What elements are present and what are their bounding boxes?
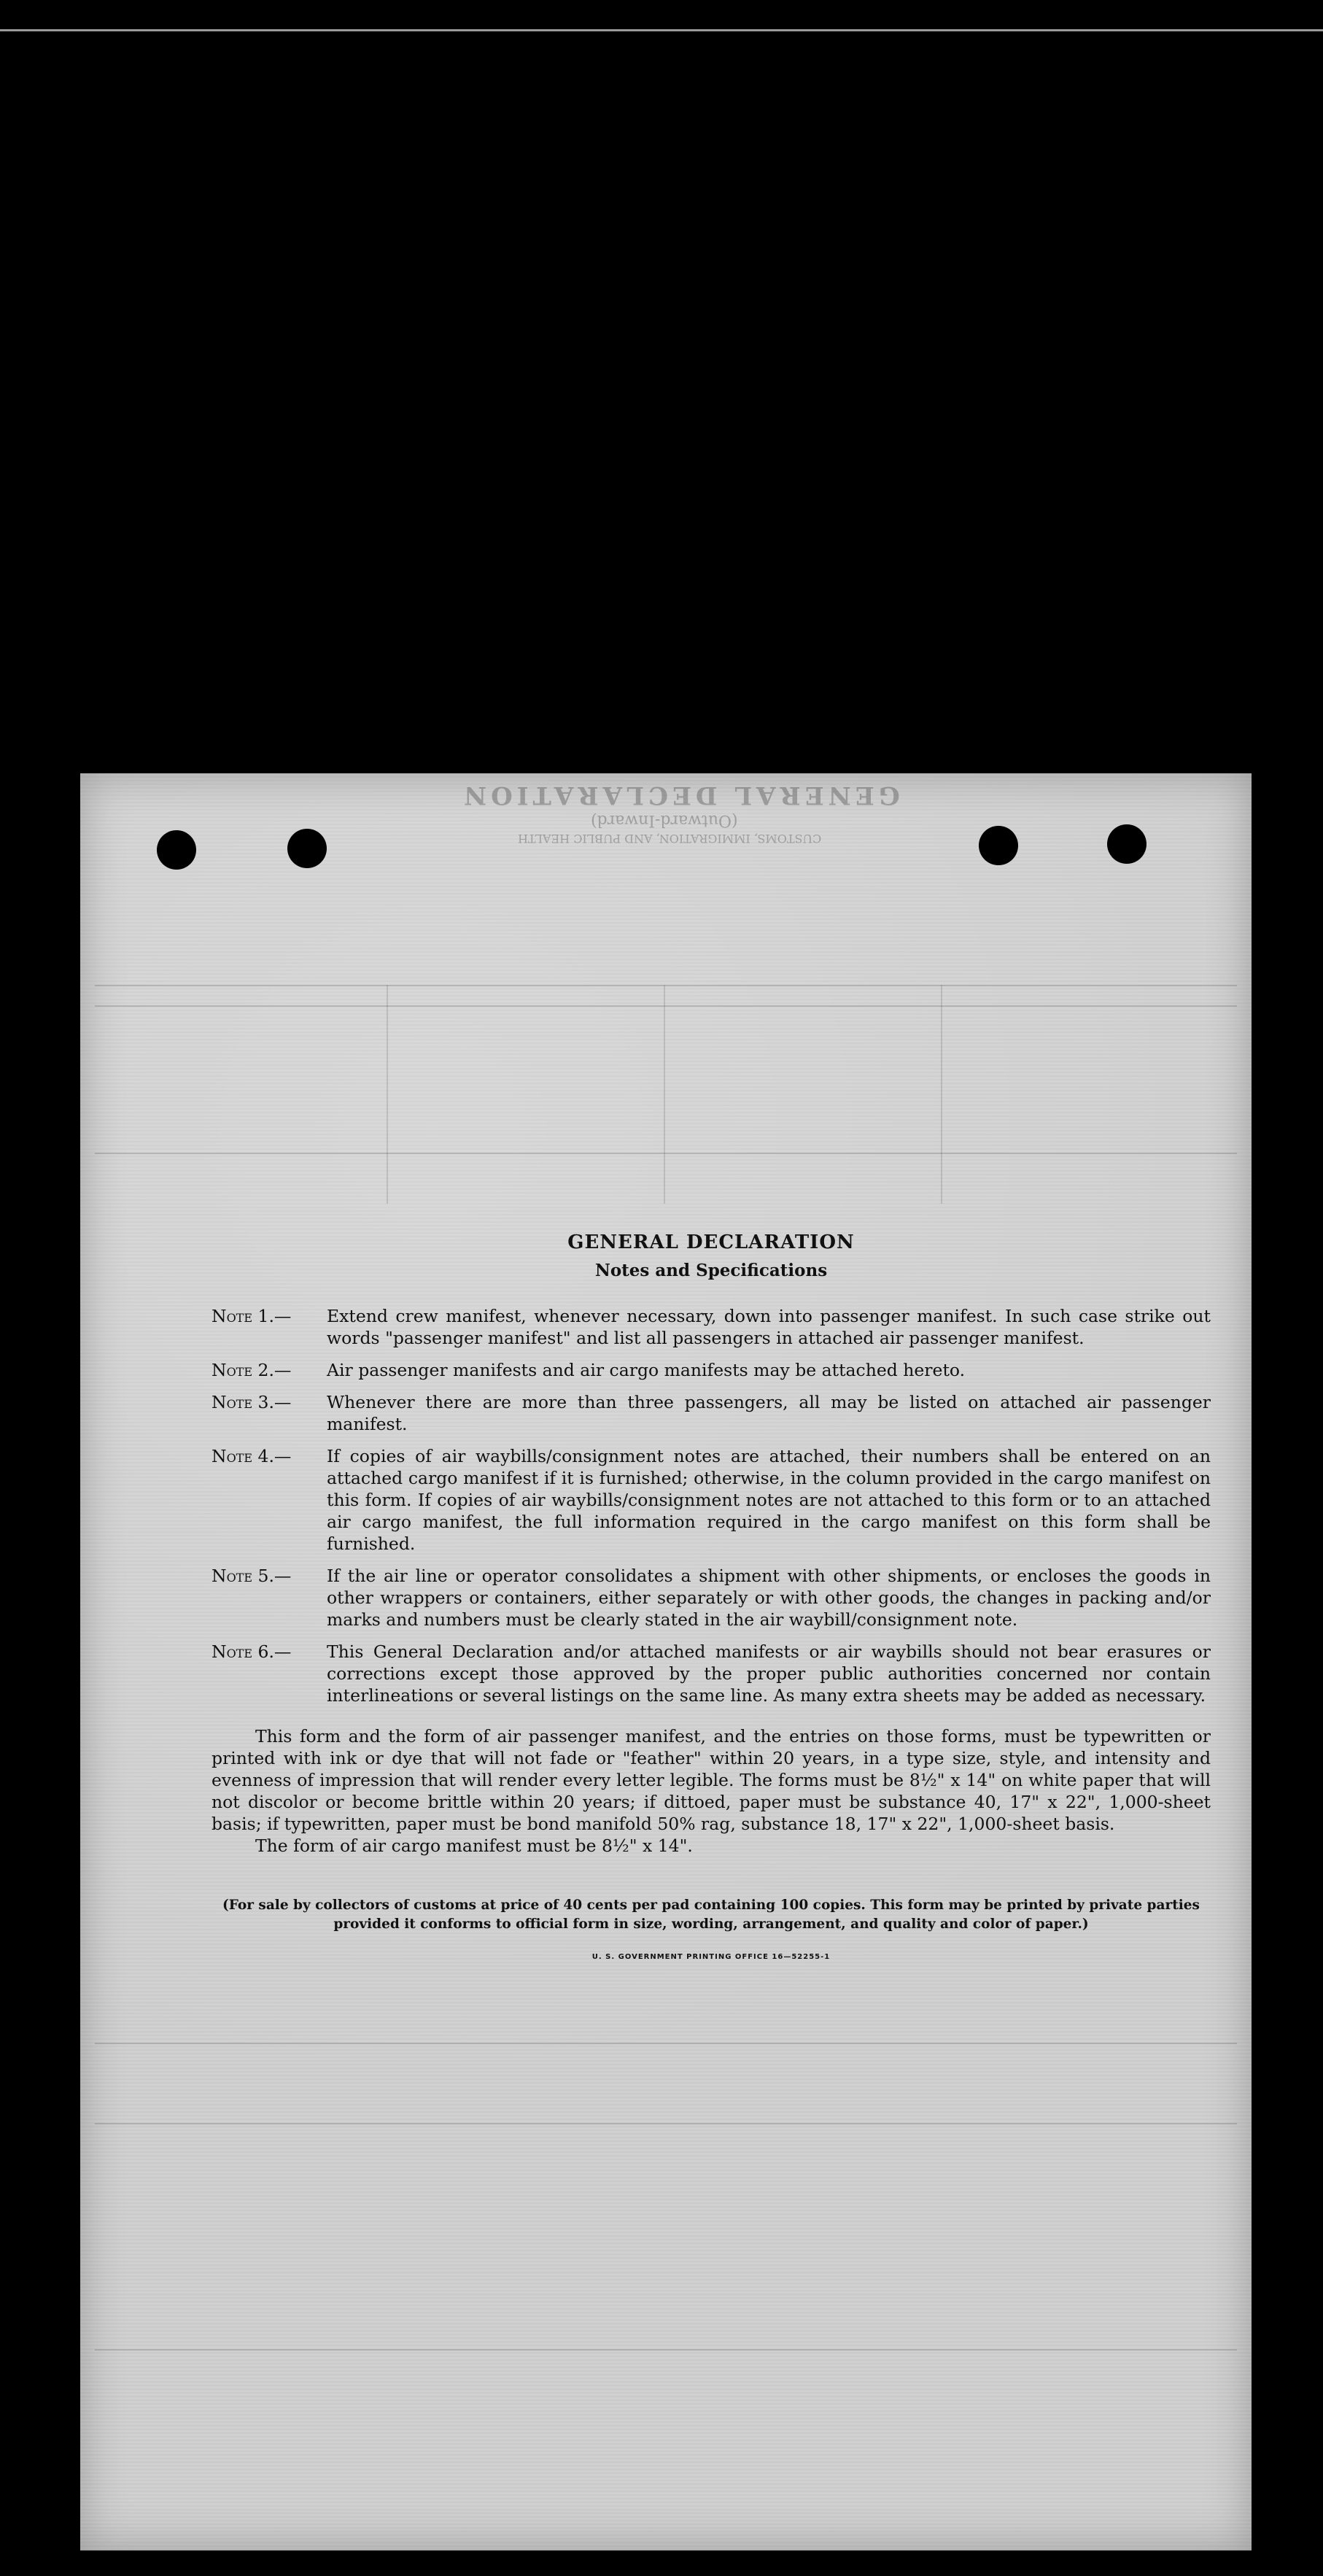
bleed-through-rule (95, 2123, 1237, 2124)
bleed-through-rule (95, 985, 1237, 986)
note-label: Note 1.— (212, 1306, 292, 1326)
bleed-through-subheader: (Outward-Inward) (591, 811, 738, 829)
sale-notice: (For sale by collectors of customs at price of 40 cents per pad containing 100 copies. This form may be printed by private parties provided it conforms to official form in size, wording, arrangement, and quality and color of paper.) (222, 1898, 1200, 1932)
bleed-through-rule (95, 2043, 1237, 2044)
bleed-through-rule (95, 1005, 1237, 1007)
note-text: This General Declaration and/or attached manifests or air waybills should not bear erasures or corrections except those approved by the proper public authorities concerned nor contain interlineations or several listings on the same line. As many extra sheets may be added as necessary. (327, 1641, 1211, 1706)
printing-office-imprint: U. S. GOVERNMENT PRINTING OFFICE 16—52255-1 (591, 1953, 831, 1961)
note-text: Extend crew manifest, whenever necessary, down into passenger manifest. In such case strike out words "passenger manifest" and list all passengers in attached air passenger manifest. (327, 1306, 1211, 1348)
bleed-through-column (664, 985, 665, 1204)
note-3 (212, 1391, 1211, 1435)
note-text: If the air line or operator consolidates a shipment with other shipments, or encloses the goods in other wrappers or containers, either separately or with other goods, the changes in packing and/or marks and numbers must be clearly stated in the air waybill/consignment note. (327, 1566, 1211, 1630)
note-label: Note 6.— (212, 1641, 292, 1662)
bleed-through-column (941, 985, 942, 1204)
note-label: Note 4.— (212, 1446, 292, 1466)
document-sheet (80, 773, 1252, 2550)
punch-hole (1107, 824, 1147, 864)
specification-paragraph: This form and the form of air passenger manifest, and the entries on those forms, must be typewritten or printed with ink or dye that will not fade or "feather" within 20 years, in a type size, style, and intensity and evenness of impression that will render every letter legible. The forms must be 8½" x 14" on white paper that will not discolor or become brittle within 20 years; if dittoed, paper must be substance 40, 17" x 22", 1,000-sheet basis; if typewritten, paper must be bond manifold 50% rag, substance 18, 17" x 22", 1,000-sheet basis. (212, 1726, 1211, 1834)
bleed-through-rule (95, 1153, 1237, 1154)
punch-hole (979, 826, 1018, 865)
note-label: Note 2.— (212, 1360, 292, 1380)
notes-section (212, 1231, 1211, 1961)
note-text: If copies of air waybills/consignment notes are attached, their numbers shall be entered on an attached cargo manifest if it is furnished; otherwise, in the column provided in the cargo manifest on this form. If copies of air waybills/consignment notes are not attached to this form or to an attached air cargo manifest, the full information required in the cargo manifest on this form shall be furnished. (327, 1446, 1211, 1554)
note-2 (212, 1359, 1211, 1381)
bleed-through-header: GENERAL DECLARATION (459, 781, 900, 810)
note-text: Whenever there are more than three passengers, all may be listed on attached air passenger manifest. (327, 1392, 1211, 1434)
note-4 (212, 1445, 1211, 1555)
punch-hole (287, 829, 327, 868)
page-title: GENERAL DECLARATION (567, 1231, 855, 1253)
punch-hole (157, 830, 196, 870)
bleed-through-column (387, 985, 388, 1204)
note-label: Note 3.— (212, 1392, 292, 1412)
scan-top-rule (0, 29, 1323, 31)
note-label: Note 5.— (212, 1566, 292, 1586)
page-subtitle: Notes and Specifications (594, 1261, 828, 1280)
note-5 (212, 1565, 1211, 1631)
note-text: Air passenger manifests and air cargo manifests may be attached hereto. (327, 1360, 966, 1380)
bleed-through-rule (95, 2349, 1237, 2351)
note-1 (212, 1305, 1211, 1349)
bleed-through-agency: CUSTOMS, IMMIGRATION, AND PUBLIC HEALTH (518, 832, 822, 846)
cargo-manifest-size-line: The form of air cargo manifest must be 8½" x 14". (255, 1836, 693, 1856)
note-6 (212, 1641, 1211, 1706)
